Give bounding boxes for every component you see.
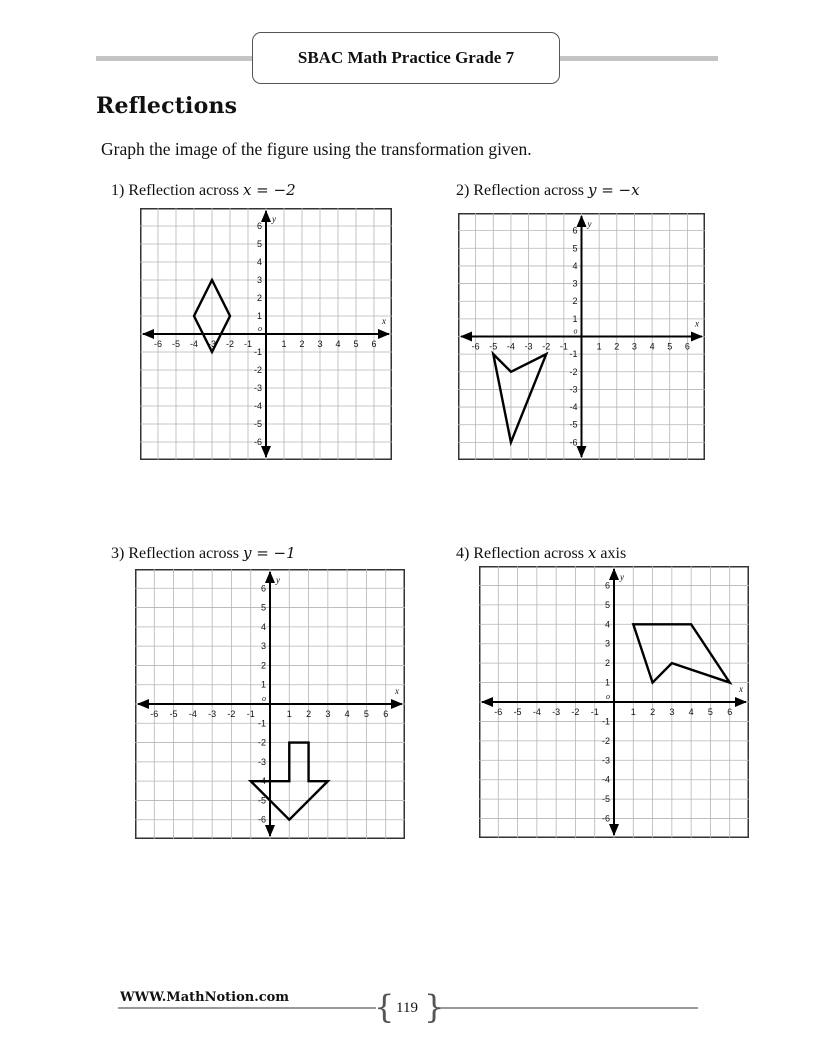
y-axis-label: y: [272, 214, 276, 224]
y-tick-label: -6: [601, 813, 610, 824]
x-tick-label: 5: [353, 339, 359, 349]
y-tick-label: 5: [572, 243, 578, 254]
y-tick-label: 4: [260, 621, 266, 632]
x-tick-label: -6: [494, 707, 503, 717]
y-tick-label: -6: [257, 814, 266, 825]
y-tick-label: 6: [572, 225, 578, 236]
graph-4[interactable]: [479, 566, 749, 838]
x-tick-label: 2: [650, 707, 656, 717]
header-title: SBAC Math Practice Grade 7: [252, 32, 560, 84]
x-tick-label: -1: [243, 339, 253, 349]
x-tick-label: -5: [169, 709, 178, 719]
x-tick-label: 6: [371, 339, 377, 349]
origin-label: o: [573, 326, 578, 336]
y-tick-label: 5: [260, 602, 266, 613]
y-tick-label: 2: [572, 296, 578, 307]
x-tick-label: 3: [325, 709, 331, 719]
x-tick-label: -6: [153, 339, 163, 349]
x-tick-label: -3: [207, 339, 217, 349]
x-tick-label: 5: [363, 709, 369, 719]
y-tick-label: -1: [601, 716, 610, 727]
y-tick-label: -6: [253, 437, 262, 447]
y-tick-label: -1: [257, 718, 266, 729]
y-tick-label: 6: [604, 580, 610, 591]
problem-equation: y = −1: [242, 544, 296, 562]
y-tick-label: 1: [572, 313, 578, 324]
y-tick-label: -5: [257, 795, 266, 806]
x-tick-label: -1: [559, 341, 568, 352]
x-tick-label: 4: [335, 339, 341, 349]
footer-url: WWW.MathNotion.com: [120, 990, 290, 1005]
page-number-brace-right: }: [424, 988, 445, 1026]
x-tick-label: 6: [383, 709, 389, 719]
y-tick-label: 1: [256, 311, 262, 321]
problem-label-text: 1) Reflection across: [111, 182, 243, 199]
graph-3[interactable]: [135, 569, 405, 839]
x-tick-label: -1: [246, 709, 255, 719]
y-tick-label: 2: [260, 660, 266, 671]
footer-rule-right: [438, 1007, 698, 1009]
y-tick-label: -4: [601, 774, 610, 785]
y-tick-label: 2: [604, 658, 610, 669]
page-number-brace-left: {: [374, 988, 395, 1026]
y-tick-label: 6: [260, 583, 266, 594]
x-axis-label: x: [739, 684, 743, 694]
origin-label: o: [606, 692, 610, 701]
x-axis-label: x: [382, 316, 386, 326]
y-tick-label: -2: [253, 365, 262, 375]
x-tick-label: 6: [727, 707, 733, 717]
problem-4-label: [456, 544, 626, 563]
x-tick-label: 2: [306, 709, 312, 719]
y-tick-label: -1: [569, 349, 578, 360]
x-tick-label: 1: [281, 339, 287, 349]
y-tick-label: -4: [569, 402, 578, 413]
x-tick-label: -2: [542, 341, 551, 352]
x-axis-label: x: [395, 686, 399, 696]
y-tick-label: 5: [604, 599, 610, 610]
x-tick-label: -2: [571, 707, 580, 717]
y-tick-label: -2: [601, 735, 610, 746]
y-tick-label: 4: [572, 260, 578, 271]
y-tick-label: 3: [572, 278, 578, 289]
y-tick-label: -2: [257, 737, 266, 748]
problem-label-text: 3) Reflection across: [111, 545, 243, 562]
problem-label-suffix: axis: [596, 545, 627, 562]
y-tick-label: -6: [569, 437, 578, 448]
y-tick-label: 4: [604, 619, 610, 630]
y-tick-label: 3: [260, 641, 266, 652]
x-tick-label: -4: [188, 709, 197, 719]
page-number: 119: [396, 999, 418, 1016]
problem-equation: x = −2: [242, 181, 296, 199]
x-tick-label: -3: [552, 707, 561, 717]
y-tick-label: 3: [604, 638, 610, 649]
x-tick-label: -4: [532, 707, 541, 717]
x-tick-label: -4: [189, 339, 199, 349]
x-tick-label: -3: [208, 709, 217, 719]
problem-equation: y = −x: [587, 181, 640, 199]
x-tick-label: -5: [489, 341, 498, 352]
y-tick-label: 4: [256, 257, 262, 267]
y-tick-label: -2: [569, 366, 578, 377]
origin-label: o: [258, 324, 262, 333]
y-tick-label: -5: [253, 419, 262, 429]
y-tick-label: -4: [253, 401, 262, 411]
y-tick-label: -5: [601, 794, 610, 805]
header-rule-left: [96, 56, 252, 61]
x-axis-label: x: [695, 318, 699, 329]
graph-2[interactable]: [458, 213, 705, 460]
x-tick-label: 3: [669, 707, 675, 717]
x-tick-label: 6: [684, 341, 690, 352]
x-tick-label: 1: [630, 707, 636, 717]
x-tick-label: 2: [614, 341, 620, 352]
y-tick-label: 2: [256, 293, 262, 303]
y-tick-label: -3: [257, 756, 266, 767]
header-rule-right: [560, 56, 718, 61]
x-tick-label: 3: [631, 341, 637, 352]
page-title: Reflections: [96, 93, 238, 119]
y-tick-label: -3: [601, 755, 610, 766]
x-tick-label: -3: [524, 341, 533, 352]
y-tick-label: -4: [257, 776, 266, 787]
x-tick-label: 4: [688, 707, 694, 717]
y-axis-label: y: [276, 575, 280, 585]
origin-label: o: [262, 694, 266, 703]
y-tick-label: 6: [256, 221, 262, 231]
y-tick-label: 3: [256, 275, 262, 285]
y-tick-label: 1: [260, 679, 266, 690]
x-tick-label: 4: [344, 709, 350, 719]
problem-label-text: 2) Reflection across: [456, 182, 588, 199]
instruction-text: Graph the image of the figure using the transformation given.: [101, 139, 532, 159]
problem-label-text: 4) Reflection across: [456, 545, 588, 562]
x-tick-label: -4: [506, 341, 515, 352]
y-tick-label: 1: [604, 677, 610, 688]
problem-3-label: [111, 544, 296, 563]
y-axis-label: y: [587, 219, 592, 229]
y-axis-label: y: [620, 572, 624, 582]
x-tick-label: 4: [649, 341, 655, 352]
x-tick-label: 1: [286, 709, 292, 719]
x-tick-label: -5: [171, 339, 181, 349]
x-tick-label: -2: [225, 339, 235, 349]
x-tick-label: -1: [590, 707, 599, 717]
x-tick-label: 1: [596, 341, 602, 352]
x-tick-label: -5: [513, 707, 522, 717]
problem-equation: x: [587, 544, 597, 562]
graph-1[interactable]: [140, 208, 392, 460]
x-tick-label: 2: [299, 339, 305, 349]
x-tick-label: -6: [150, 709, 159, 719]
y-tick-label: -3: [569, 384, 578, 395]
problem-2-label: [456, 181, 640, 200]
x-tick-label: -2: [227, 709, 236, 719]
y-tick-label: -3: [253, 383, 262, 393]
footer-rule-left: [118, 1007, 376, 1009]
y-tick-label: 5: [256, 239, 262, 249]
x-tick-label: 3: [317, 339, 323, 349]
y-tick-label: -1: [253, 347, 262, 357]
problem-1-label: [111, 181, 296, 200]
y-tick-label: -5: [569, 419, 578, 430]
x-tick-label: -6: [471, 341, 480, 352]
x-tick-label: 5: [707, 707, 713, 717]
x-tick-label: 5: [667, 341, 673, 352]
